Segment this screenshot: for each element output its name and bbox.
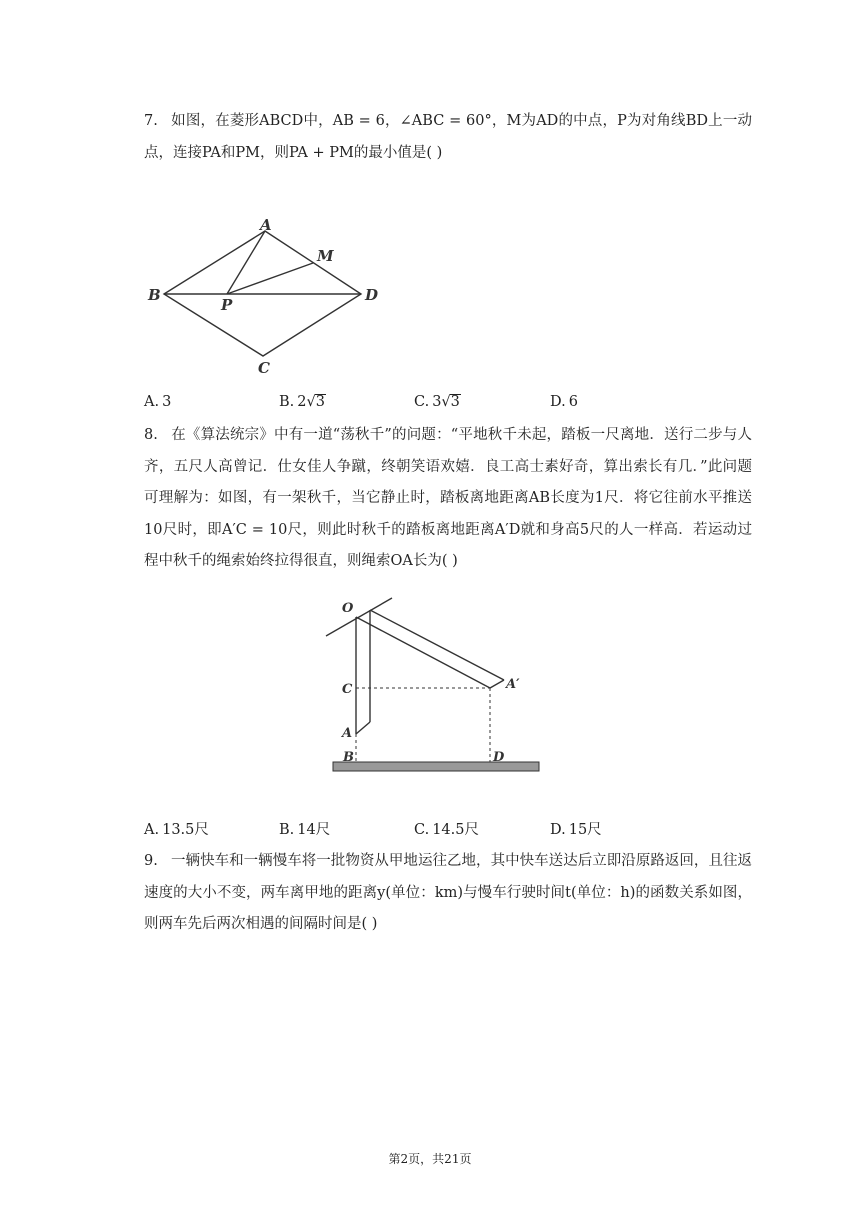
- option-c[interactable]: C. 3√3: [414, 394, 460, 410]
- sqrt-symbol: √: [441, 394, 451, 410]
- radicand: 3: [315, 394, 325, 410]
- radicand: 3: [450, 394, 460, 410]
- option-b[interactable]: B. 14尺: [279, 822, 331, 838]
- option-a[interactable]: A. 3: [144, 394, 172, 410]
- option-c[interactable]: C. 14.5尺: [414, 822, 479, 838]
- seat-rest: [356, 722, 370, 734]
- question-7: [144, 106, 752, 169]
- rhombus-figure: [143, 212, 383, 378]
- label-d: D: [493, 750, 505, 765]
- label-b: B: [148, 286, 161, 304]
- question-text: 在《算法统宗》中有一道“荡秋千”的问题：“平地秋千未起，踏板一尺离地．送行二步与人齐，五尺人高曾记．仕女佳人争蹴，终朝笑语欢嬉．良工高士素好奇，算出索长有几．”此问题可理解为：如图，有一架秋千，当它静止时，踏板离地距离AB长度为1尺．将它往前水平推送10尺时，即A′C = 10尺，则此时秋千的踏板离地距离A′D就和身高5尺的人一样高．若运动过程中秋千的绳索始终拉得很直，则绳索OA长为( ): [144, 427, 752, 569]
- question-text: 一辆快车和一辆慢车将一批物资从甲地运往乙地，其中快车送达后立即沿原路返回，且往返速度的大小不变，两车离甲地的距离y(单位：km)与慢车行驶时间t(单位：h)的函数关系如图，则两车先后两次相遇的间隔时间是( ): [144, 853, 752, 932]
- label-d: D: [365, 286, 379, 304]
- label-b: B: [343, 750, 354, 765]
- options-7: [144, 394, 752, 416]
- page-footer: 第2页，共21页: [388, 1152, 472, 1166]
- label-a: A: [342, 726, 353, 741]
- option-d[interactable]: D. 15尺: [550, 822, 602, 838]
- ground: [333, 762, 539, 771]
- label-c: C: [258, 359, 270, 377]
- rope-swung-right: [370, 610, 504, 680]
- label-m: M: [317, 247, 334, 265]
- question-text: 如图，在菱形ABCD中，AB = 6，∠ABC = 60°，M为AD的中点，P为对角线BD上一动点，连接PA和PM，则PA + PM的最小值是( ): [144, 113, 752, 161]
- sqrt-symbol: √: [306, 394, 316, 410]
- label-a: A: [260, 216, 272, 234]
- question-9: [144, 846, 752, 941]
- question-number: 7.: [144, 113, 158, 129]
- option-d[interactable]: D. 6: [550, 394, 578, 410]
- question-number: 8.: [144, 427, 158, 443]
- segment-pm: [227, 263, 313, 294]
- question-8: [144, 420, 752, 578]
- label-o: O: [342, 601, 354, 616]
- label-c: C: [342, 682, 353, 697]
- seat-swung: [490, 680, 504, 688]
- options-8: [144, 818, 752, 840]
- option-a[interactable]: A. 13.5尺: [144, 822, 209, 838]
- rope-swung-left: [356, 617, 490, 688]
- label-a-prime: A′: [506, 677, 520, 692]
- option-b[interactable]: B. 2√3: [279, 394, 325, 410]
- question-number: 9.: [144, 853, 158, 869]
- label-p: P: [221, 296, 233, 314]
- segment-pa: [227, 231, 265, 294]
- swing-figure: [318, 592, 546, 778]
